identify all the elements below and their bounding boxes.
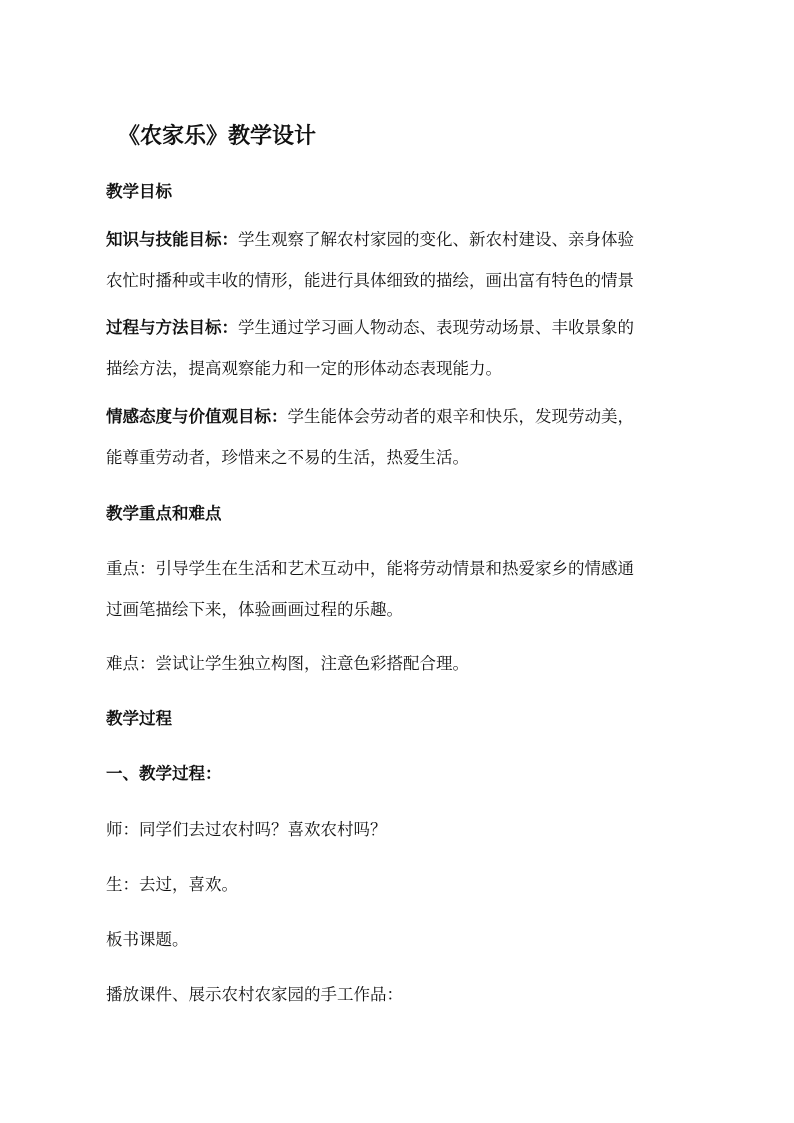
goal-knowledge-line-1 bbox=[106, 228, 634, 252]
document-title: 《农家乐》教学设计 bbox=[118, 124, 317, 149]
goal-knowledge-label: 知识与技能目标： bbox=[106, 230, 238, 249]
goal-knowledge-line-2: 农忙时播种或丰收的情形，能进行具体细致的描绘，画出富有特色的情景 bbox=[106, 271, 634, 290]
key-point-line-1: 重点：引导学生在生活和艺术互动中，能将劳动情景和热爱家乡的情感通 bbox=[106, 559, 634, 578]
goal-emotion-line-1 bbox=[106, 405, 634, 429]
heading-teaching-goals: 教学目标 bbox=[106, 182, 172, 201]
goal-emotion-line-2: 能尊重劳动者，珍惜来之不易的生活，热爱生活。 bbox=[106, 448, 469, 467]
heading-key-points: 教学重点和难点 bbox=[106, 504, 222, 523]
dialogue-teacher: 师：同学们去过农村吗？喜欢农村吗？ bbox=[106, 820, 387, 839]
goal-process-label: 过程与方法目标： bbox=[106, 318, 238, 337]
subheading-process-1: 一、教学过程： bbox=[106, 764, 222, 783]
goal-emotion-text-1: 学生能体会劳动者的艰辛和快乐，发现劳动美， bbox=[287, 407, 634, 426]
heading-teaching-process: 教学过程 bbox=[106, 709, 172, 728]
show-courseware-line: 播放课件、展示农村农家园的手工作品： bbox=[106, 985, 403, 1004]
dialogue-student: 生：去过，喜欢。 bbox=[106, 875, 238, 894]
goal-knowledge-text-1: 学生观察了解农村家园的变化、新农村建设、亲身体验 bbox=[238, 230, 634, 249]
goal-process-line-1 bbox=[106, 316, 634, 340]
goal-process-line-2: 描绘方法，提高观察能力和一定的形体动态表现能力。 bbox=[106, 359, 502, 378]
board-title-line: 板书课题。 bbox=[106, 930, 189, 949]
key-point-line-2: 过画笔描绘下来，体验画画过程的乐趣。 bbox=[106, 600, 403, 619]
goal-emotion-label: 情感态度与价值观目标： bbox=[106, 407, 288, 426]
difficulty-line: 难点：尝试让学生独立构图，注意色彩搭配合理。 bbox=[106, 654, 469, 673]
goal-process-text-1: 学生通过学习画人物动态、表现劳动场景、丰收景象的 bbox=[238, 318, 634, 337]
